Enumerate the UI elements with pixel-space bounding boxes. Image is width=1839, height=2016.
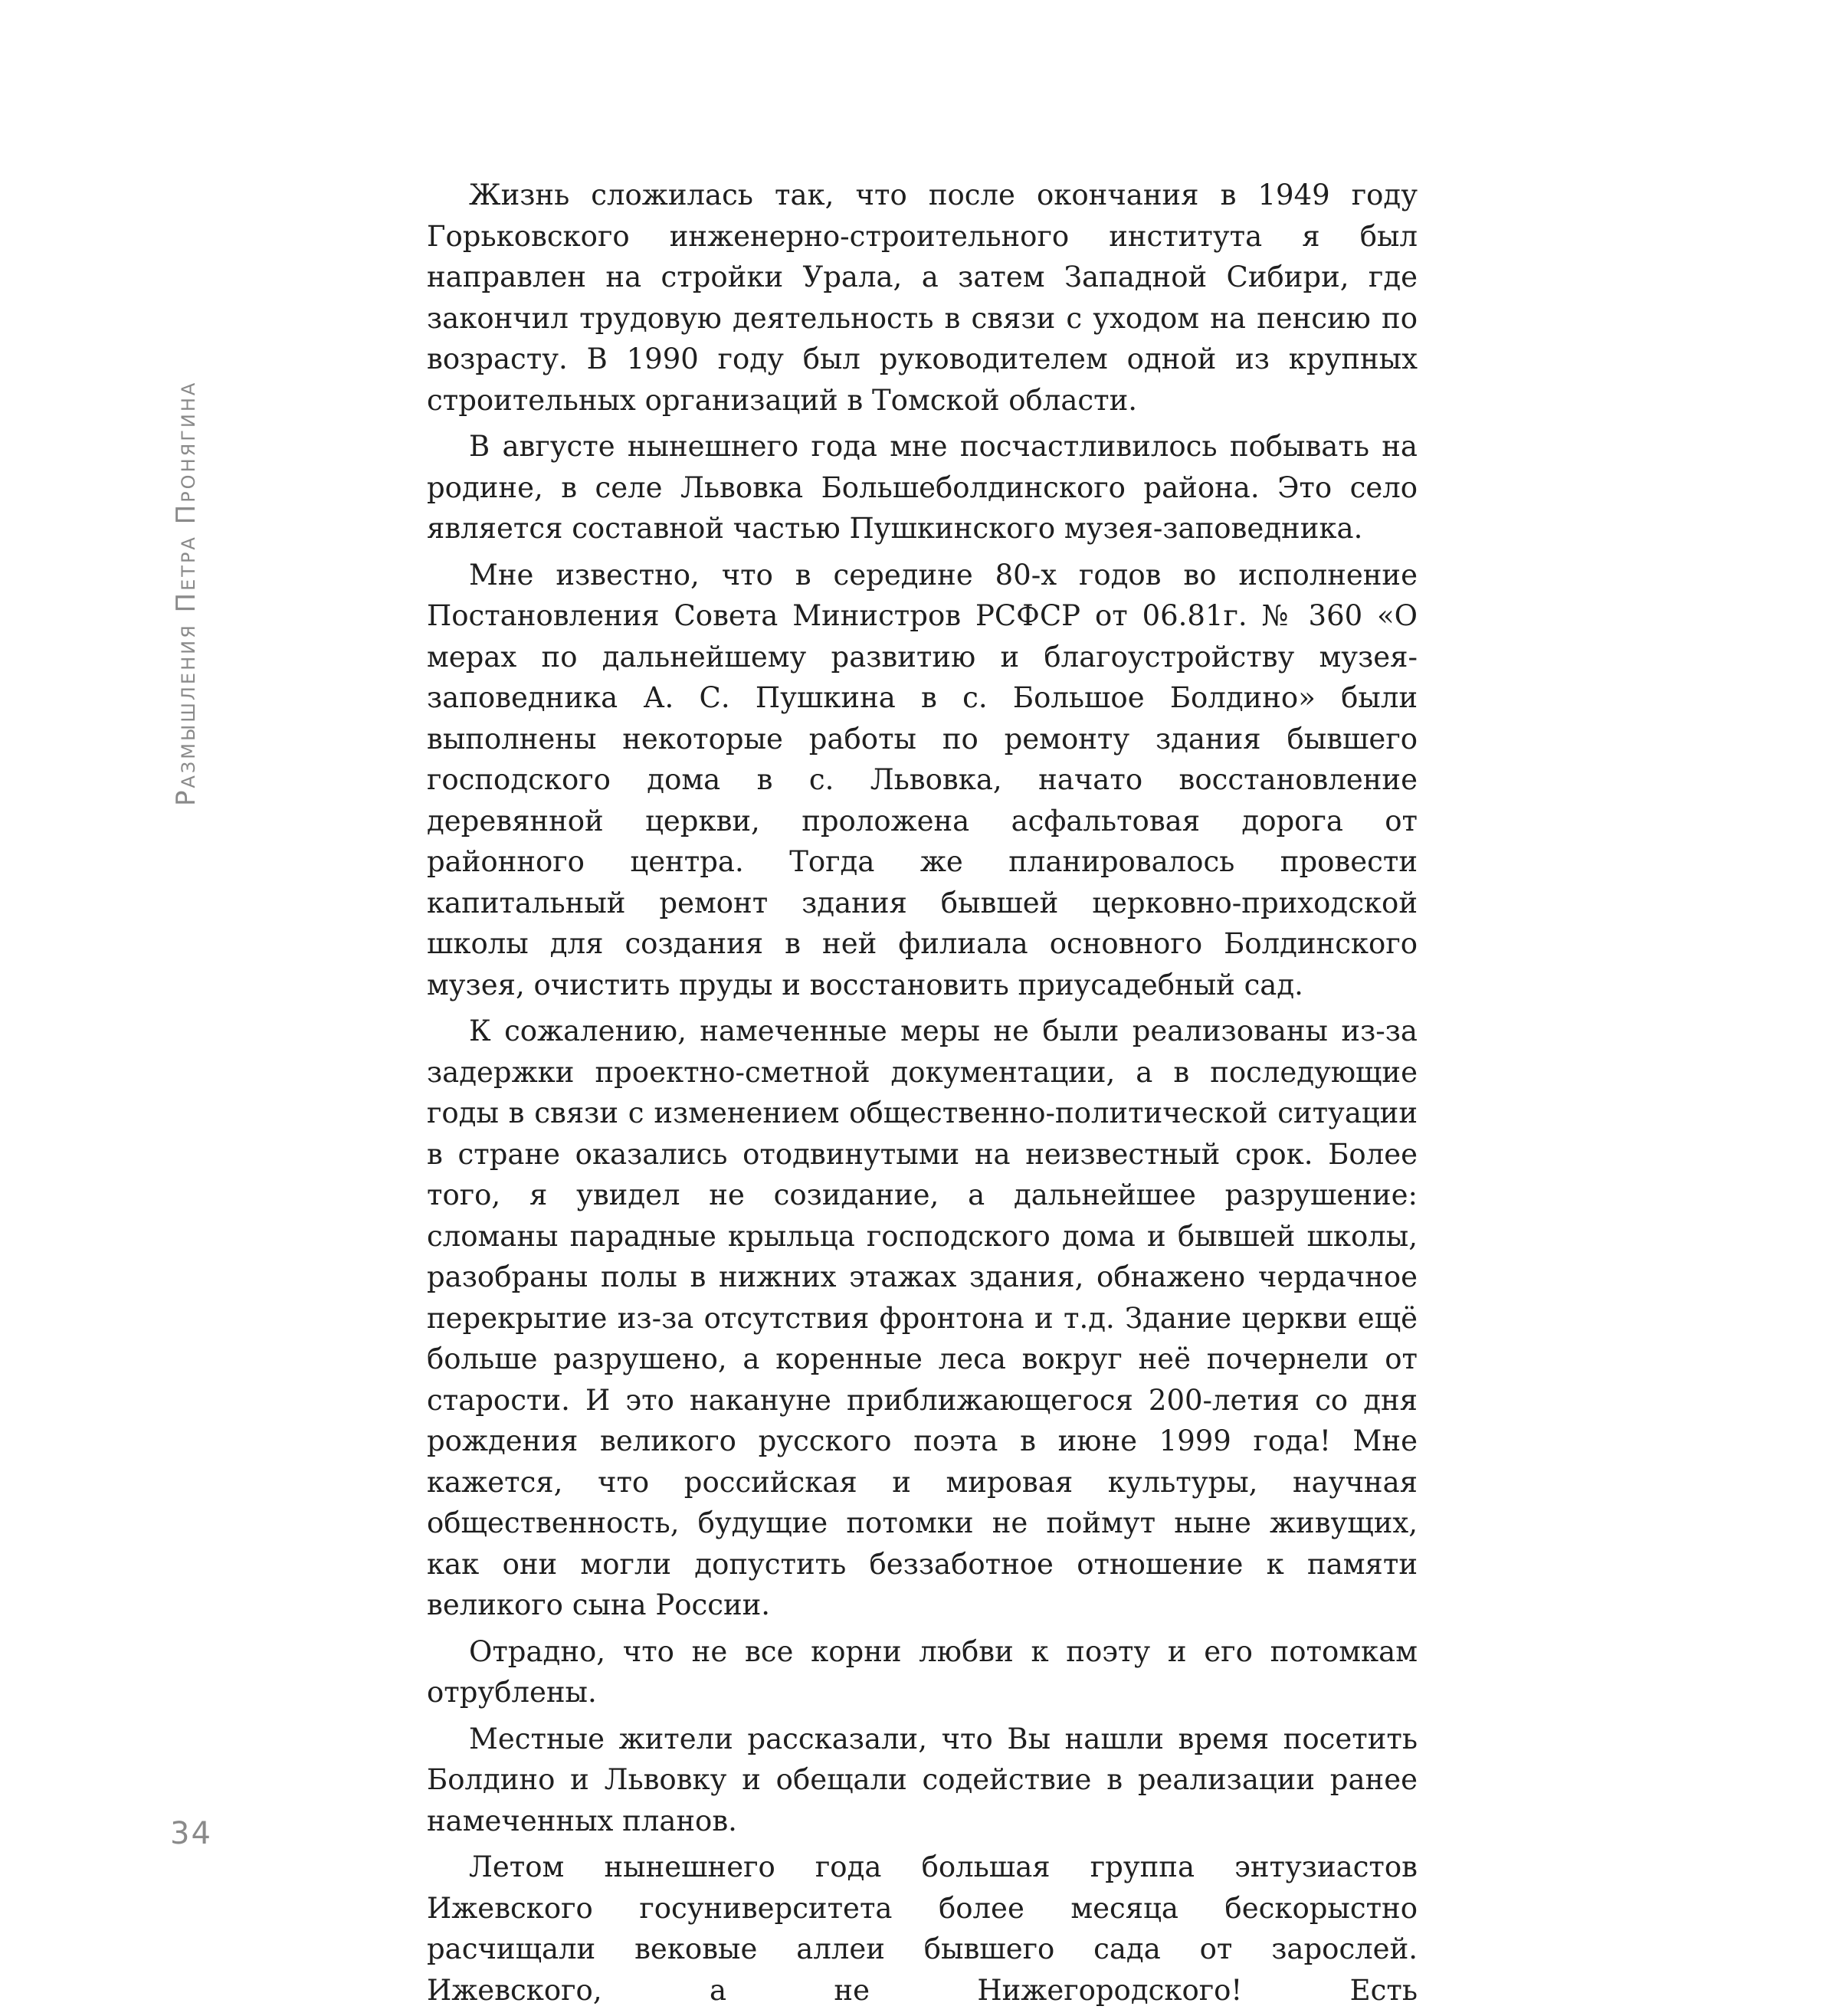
paragraph: Жизнь сложилась так, что после окончания в 1949 году Горьковского инженерно-строительного института я был направлен на стройки Урала, а затем Западной Сибири, где закончил трудовую деятельность в связи с уходом на пенсию по возрасту. В 1990 году был руководителем одной из крупных строительных организаций в Томской области. <box>427 179 1418 417</box>
paragraph: Мне известно, что в середине 80-х годов во исполнение Постановления Совета Министров РСФСР от 06.81г. № 360 «О мерах по дальнейшему развитию и благоустройству музея-заповедника А. С. Пушкина в с. Большое Болдино» были выполнены некоторые работы по ремонту здания бывшего господского дома в с. Львовка, начато восстановление деревянной церкви, проложена асфальтовая дорога от районного центра. Тогда же планировалось провести капитальный ремонт здания бывшей церковно-приходской школы для создания в ней филиала основного Болдинского музея, очистить пруды и восстановить приусадебный сад. <box>427 558 1418 1001</box>
paragraph: Отрадно, что не все корни любви к поэту и его потомкам отрублены. <box>427 1634 1418 1709</box>
page-number: 34 <box>170 1816 212 1851</box>
body-text <box>427 175 1418 2016</box>
paragraph: К сожалению, намеченные меры не были реализованы из-за задержки проектно-сметной документации, а в последующие годы в связи с изменением общественно-политической ситуации в стране оказались отодвинутыми на неизвестный срок. Более того, я увидел не созидание, а дальнейшее разрушение: сломаны парадные крыльца господского дома и бывшей школы, разобраны полы в нижних этажах здания, обнажено чердачное перекрытие из-за отсутствия фронтона и т.д. Здание церкви ещё больше разрушено, а коренные леса вокруг неё почернели от старости. И это накануне приближающегося 200-летия со дня рождения великого русского поэта в июне 1999 года! Мне кажется, что российская и мировая культуры, научная общественность, будущие потомки не поймут ныне живущих, как они могли допустить беззаботное отношение к памяти великого сына России. <box>427 1015 1418 1621</box>
paragraph: Местные жители рассказали, что Вы нашли время посетить Болдино и Львовку и обещали содействие в реализации ранее намеченных планов. <box>427 1722 1418 1837</box>
running-head: Размышления Петра Пронягина <box>171 380 202 806</box>
paragraph: В августе нынешнего года мне посчастливилось побывать на родине, в селе Львовка Большеболдинского района. Это село является составной частью Пушкинского музея-заповедника. <box>427 430 1418 545</box>
paragraph-last: Летом нынешнего года большая группа энтузиастов Ижевского госуниверситета более месяца бескорыстно расчищали вековые аллеи бывшего сада от зарослей. Ижевского, а не Нижегородского! Есть <box>427 1850 1418 2007</box>
